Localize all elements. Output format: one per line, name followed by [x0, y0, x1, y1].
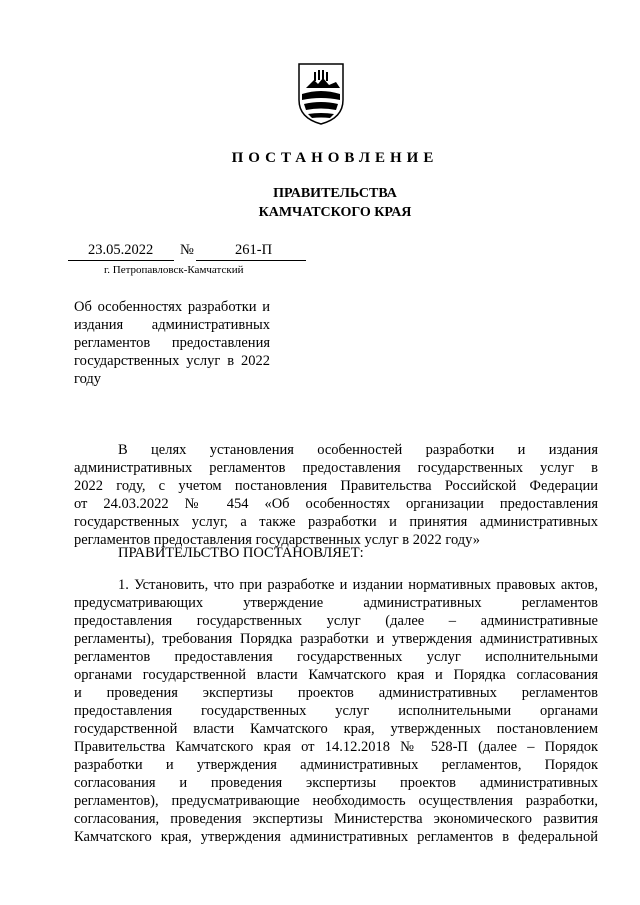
text-line: 2022 году, с учетом постановления Правительства Российской Федерации [74, 478, 598, 494]
document-subject: Об особенностях разработки и издания административных регламентов предоставления государственных услуг в 2022 году [74, 299, 270, 387]
text-line: согласования, проведения экспертизы Министерства экономического развития [74, 811, 598, 827]
text-line: государственной власти Камчатского края, утвержденных постановлением [74, 721, 598, 737]
text-line: 1. Установить, что при разработке и издании нормативных правовых актов, [118, 577, 598, 593]
text-line: В целях установления особенностей разработки и издания [118, 442, 598, 458]
number-sign: № [180, 242, 194, 258]
document-date: 23.05.2022 [88, 242, 154, 258]
issuing-body-line1: ПРАВИТЕЛЬСТВА [273, 186, 397, 201]
text-line: органами государственной власти Камчатского края и Порядка согласования [74, 667, 598, 683]
text-line: государственных услуг, а также разработки и принятия административных [74, 514, 598, 530]
text-line: регламентов предоставления государственных услуг исполнительными [74, 649, 598, 665]
text-line: согласования и проведения экспертизы проектов административных [74, 775, 598, 791]
date-underline [68, 260, 174, 261]
text-line: Камчатского края, утверждения административных регламентов в федеральной [74, 829, 598, 845]
text-line: регламентов), предусматривающие необходимость осуществления разработки, [74, 793, 598, 809]
intro-paragraph [74, 441, 598, 549]
issue-city: г. Петропавловск-Камчатский [104, 264, 244, 276]
text-line: регламенты), требования Порядка разработки и утверждения административных [74, 631, 598, 647]
text-line: разработки и утверждения административных регламентов, Порядок [74, 757, 598, 773]
issuing-body-line2: КАМЧАТСКОГО КРАЯ [258, 205, 412, 220]
document-type-title: ПОСТАНОВЛЕНИЕ [231, 150, 439, 166]
text-line: Правительства Камчатского края от 14.12.2018 № 528-П (далее – Порядок [74, 739, 598, 755]
text-line: предоставления государственных услуг (далее – административные [74, 613, 598, 629]
text-line: административных регламентов предоставления государственных услуг в [74, 460, 598, 476]
text-line: регламентов предоставления государственных услуг в 2022 году» [74, 532, 481, 548]
text-line: и проведения экспертизы проектов административных регламентов [74, 685, 598, 701]
number-underline [196, 260, 306, 261]
clause-1-paragraph [74, 576, 598, 846]
text-line: предусматривающих утверждение административных регламентов [74, 595, 598, 611]
text-line: от 24.03.2022 № 454 «Об особенностях организации предоставления [74, 496, 598, 512]
decree-phrase: ПРАВИТЕЛЬСТВО ПОСТАНОВЛЯЕТ: [118, 545, 364, 561]
coat-of-arms-emblem [296, 60, 346, 126]
document-number: 261-П [235, 242, 273, 258]
text-line: предоставления государственных услуг исполнительными органами [74, 703, 598, 719]
